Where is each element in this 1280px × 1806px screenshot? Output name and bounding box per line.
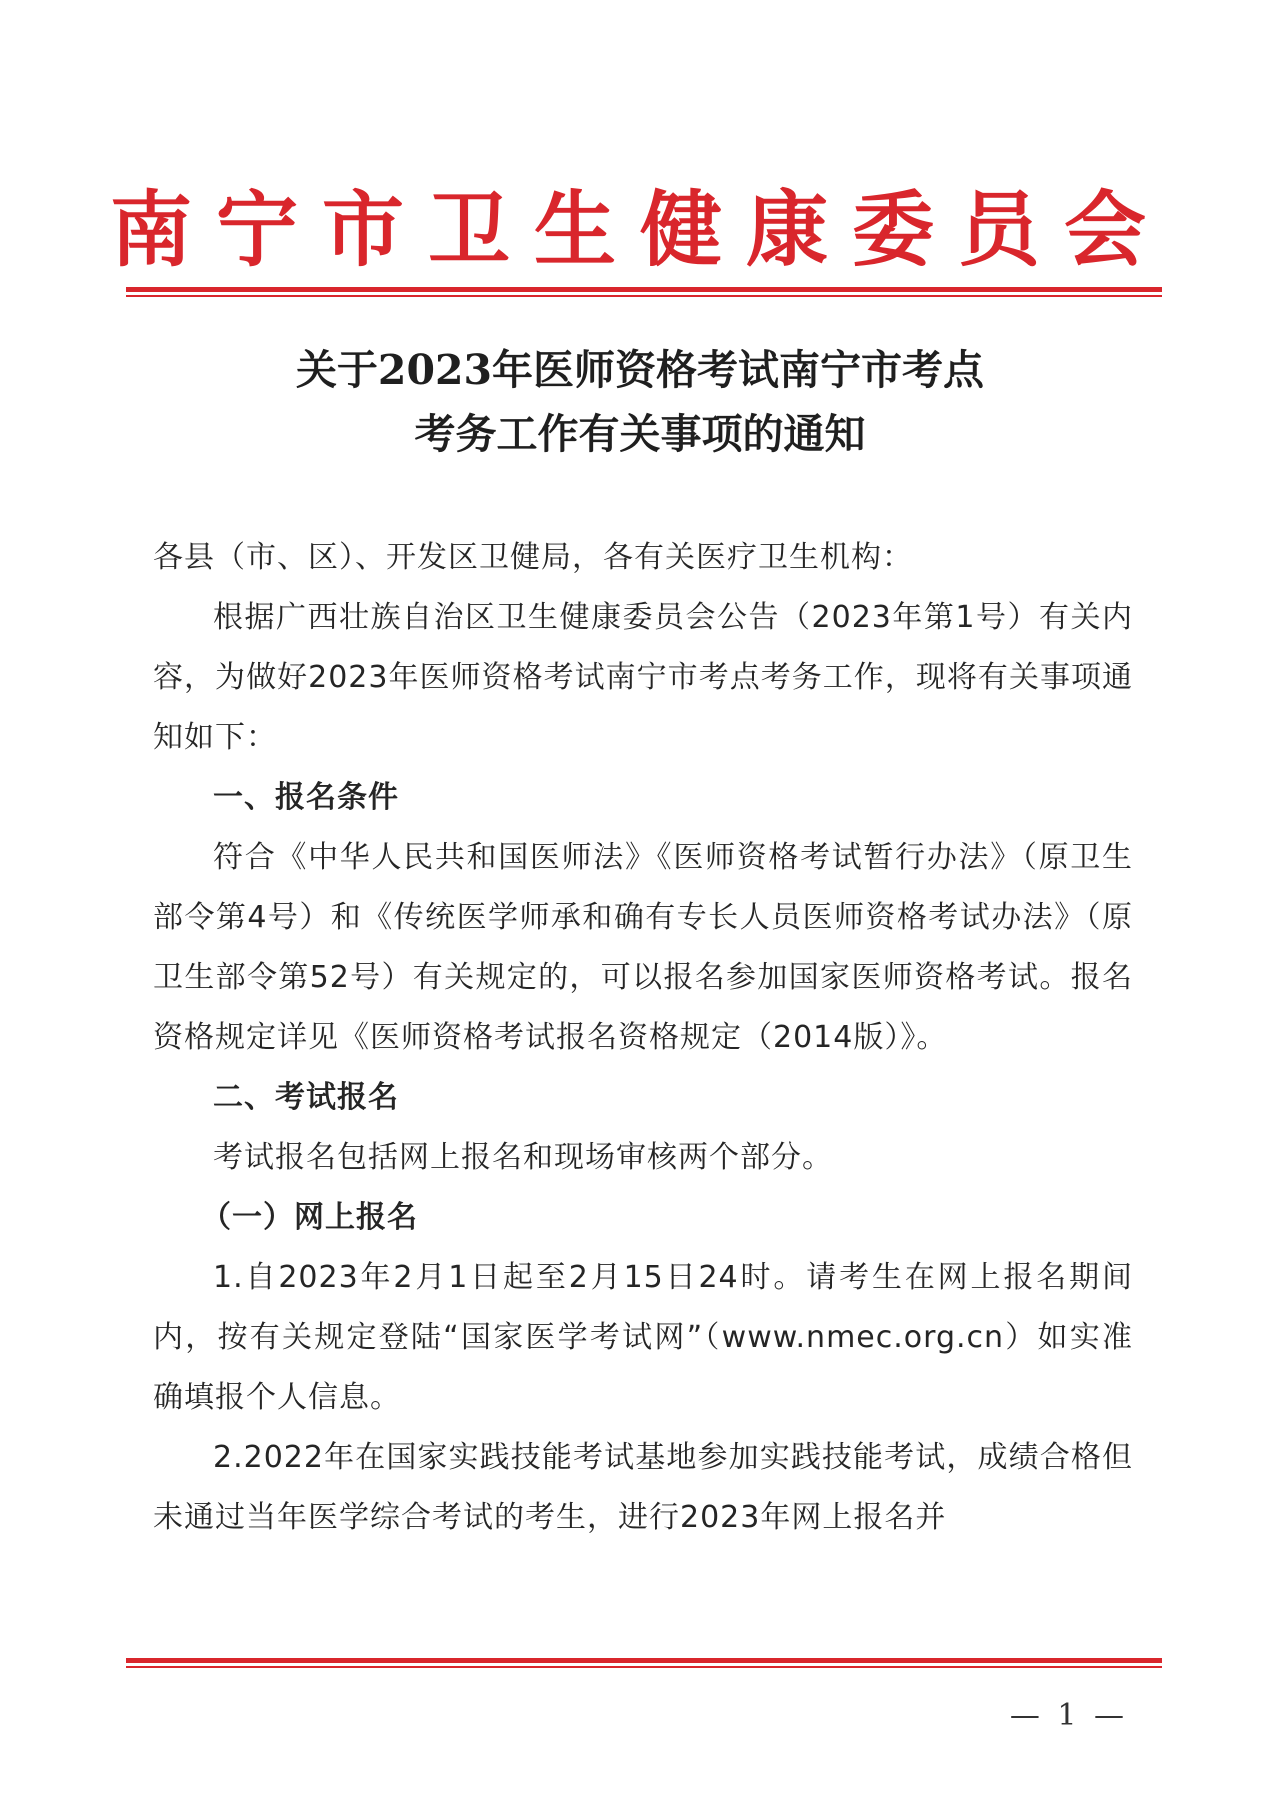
salutation: 各县（市、区）、开发区卫健局，各有关医疗卫生机构：: [153, 540, 913, 575]
section2-heading: 二、考试报名: [213, 1080, 399, 1115]
section1-paragraph: 符合《中华人民共和国医师法》《医师资格考试暂行办法》（原卫生部令第4号）和《传统医学师承和确有专长人员医师资格考试办法》（原卫生部令第52号）有关规定的，可以报名参加国家医师资格考试。报名资格规定详见《医师资格考试报名资格规定（2014版）》。: [153, 840, 1133, 1055]
header-divider-thin: [126, 295, 1162, 297]
section2-paragraph: 考试报名包括网上报名和现场审核两个部分。: [213, 1140, 833, 1175]
document-body: [153, 528, 1133, 1548]
intro-paragraph: 根据广西壮族自治区卫生健康委员会公告（2023年第1号）有关内容，为做好2023年医师资格考试南宁市考点考务工作，现将有关事项通知如下：: [153, 600, 1133, 755]
subsection1-heading: （一）网上报名: [201, 1200, 418, 1235]
header-divider: [126, 287, 1162, 297]
item2-paragraph: 2.2022年在国家实践技能考试基地参加实践技能考试，成绩合格但未通过当年医学综合考试的考生，进行2023年网上报名并: [153, 1440, 1133, 1535]
document-title-line2: 考务工作有关事项的通知: [414, 410, 866, 458]
footer-divider-thick: [126, 1658, 1162, 1663]
document-title: [140, 338, 1140, 466]
footer-divider: [126, 1658, 1162, 1668]
section1-heading: 一、报名条件: [213, 780, 399, 815]
page-number: — 1 —: [1009, 1698, 1128, 1733]
document-title-line1: 关于2023年医师资格考试南宁市考点: [295, 346, 985, 394]
item1-paragraph: 1.自2023年2月1日起至2月15日24时。请考生在网上报名期间内，按有关规定登陆“国家医学考试网”（www.nmec.org.cn）如实准确填报个人信息。: [153, 1260, 1133, 1415]
footer-divider-thin: [126, 1666, 1162, 1668]
organization-header: 南宁市卫生健康委员会: [110, 181, 1171, 278]
header-divider-thick: [126, 287, 1162, 292]
